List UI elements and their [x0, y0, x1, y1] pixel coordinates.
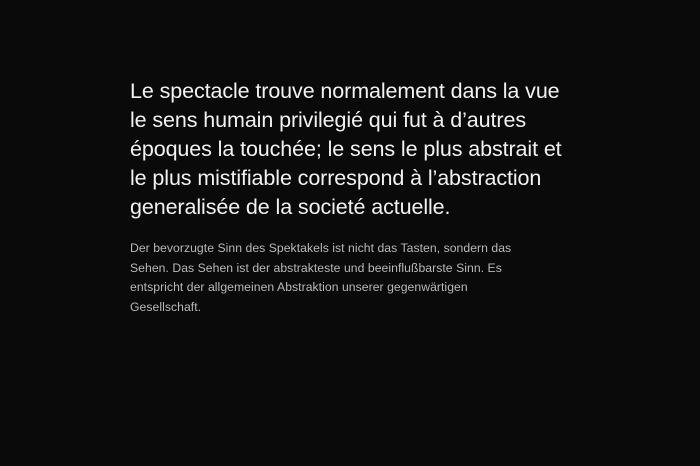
primary-quote-text: Le spectacle trouve normalement dans la vue le sens humain privilegié qui fut à d’autres époques la touchée; le sens le plus abstrait et le plus mistifiable correspond à l’abstraction generalisée de la societé actuelle.	[130, 78, 562, 219]
secondary-quote-text: Der bevorzugte Sinn des Spektakels ist nicht das Tasten, sondern das Sehen. Das Sehen ist der abstrakteste und beeinflußbarste Sinn. Es entspricht der allgemeinen Abstraktion unserer gegenwärtigen Gesellschaft.	[130, 241, 512, 314]
